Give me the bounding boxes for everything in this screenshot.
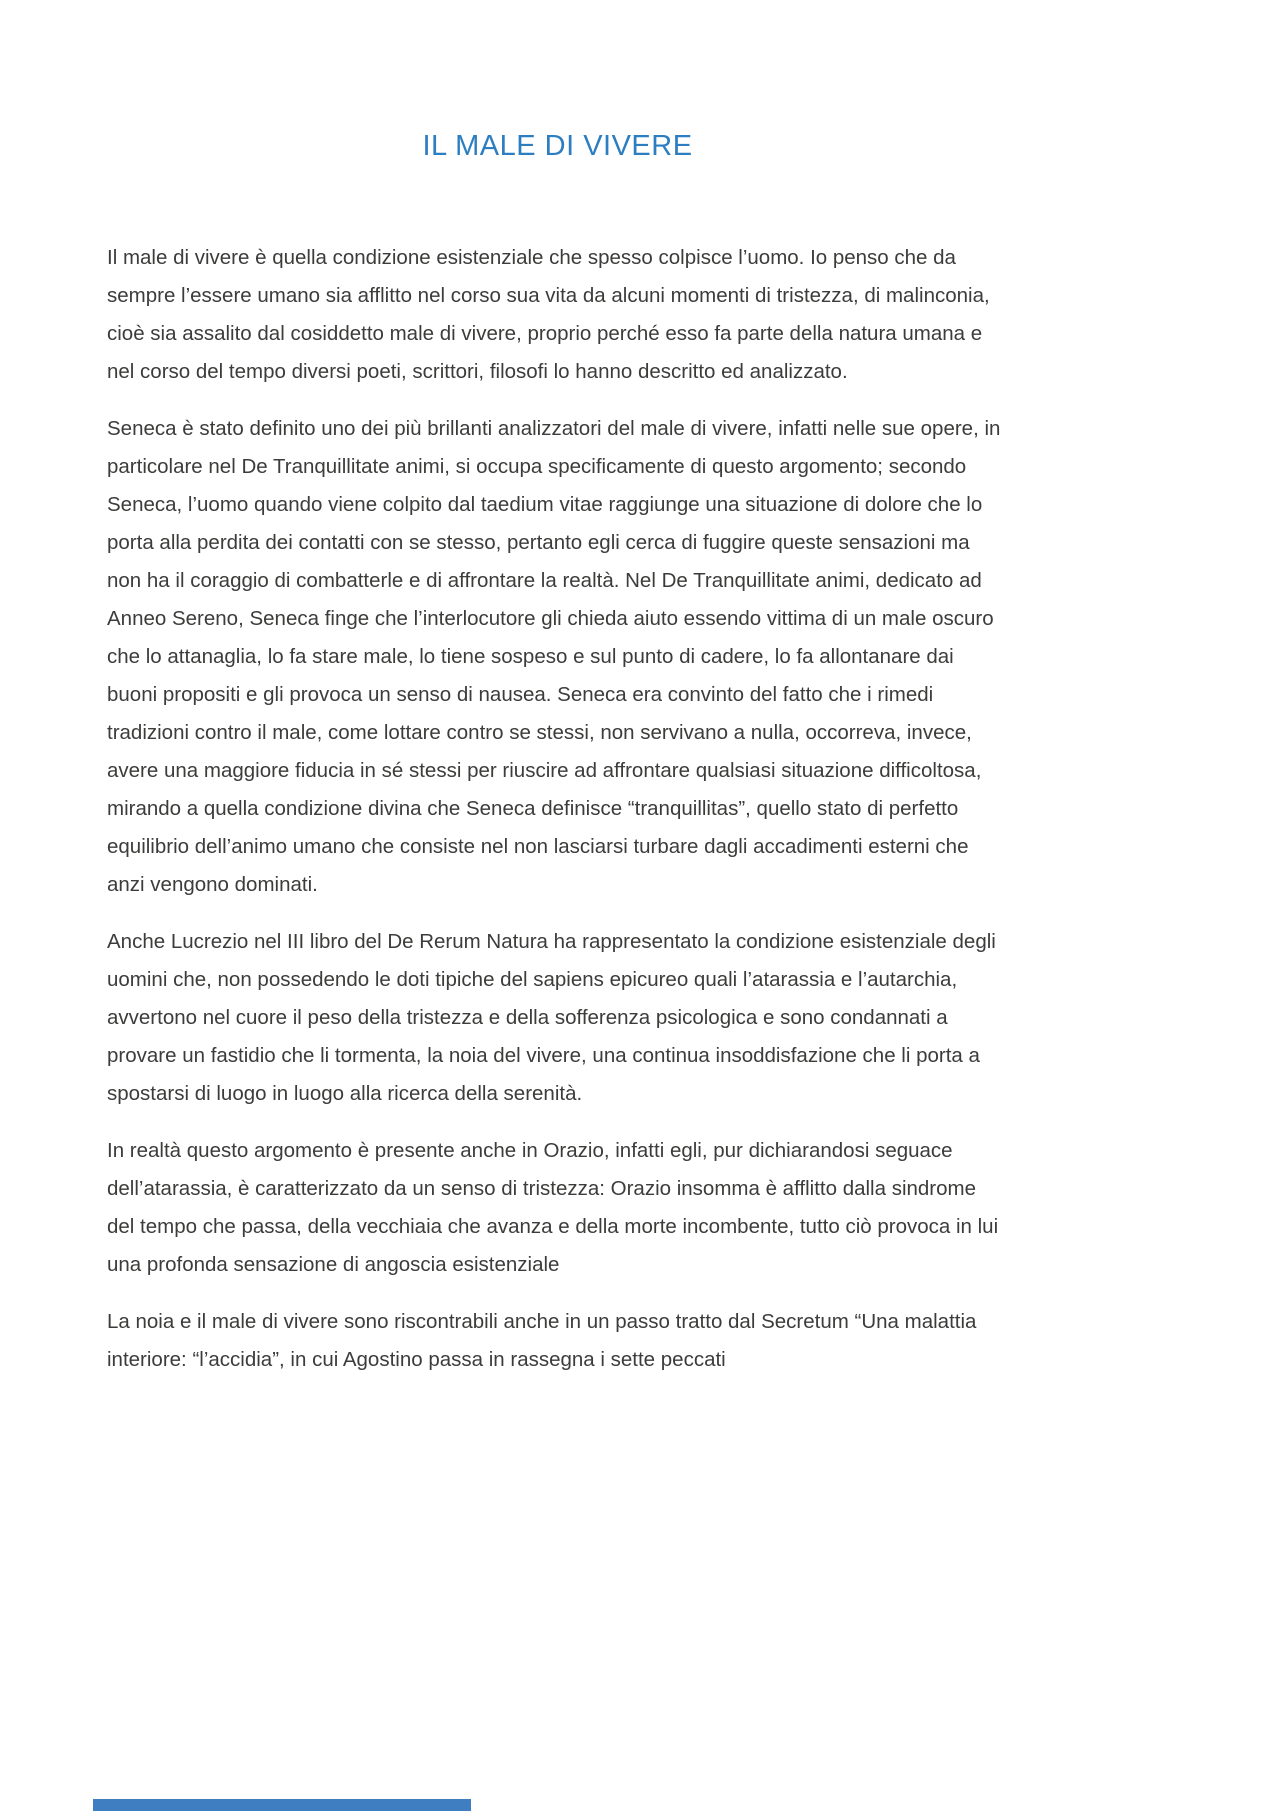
text-selection-highlight <box>93 1799 471 1811</box>
document-body <box>107 239 1008 1379</box>
page-title: IL MALE DI VIVERE <box>422 130 693 162</box>
paragraph: Il male di vivere è quella condizione esistenziale che spesso colpisce l’uomo. Io penso che da sempre l’essere umano sia afflitto nel corso sua vita da alcuni momenti di tristezza, di malinconia, cioè sia assalito dal cosiddetto male di vivere, proprio perché esso fa parte della natura umana e nel corso del tempo diversi poeti, scrittori, filosofi lo hanno descritto ed analizzato. <box>107 246 990 383</box>
paragraph: La noia e il male di vivere sono riscontrabili anche in un passo tratto dal Secretum “Una malattia interiore: “l’accidia”, in cui Agostino passa in rassegna i sette peccati <box>107 1310 977 1371</box>
paragraph: In realtà questo argomento è presente anche in Orazio, infatti egli, pur dichiarandosi seguace dell’atarassia, è caratterizzato da un senso di tristezza: Orazio insomma è afflitto dalla sindrome del tempo che passa, della vecchiaia che avanza e della morte incombente, tutto ciò provoca in lui una profonda sensazione di angoscia esistenziale <box>107 1139 999 1276</box>
document-page <box>107 0 1008 1398</box>
paragraph: Anche Lucrezio nel III libro del De Rerum Natura ha rappresentato la condizione esistenziale degli uomini che, non possedendo le doti tipiche del sapiens epicureo quali l’atarassia e l’autarchia, avvertono nel cuore il peso della tristezza e della sofferenza psicologica e sono condannati a provare un fastidio che li tormenta, la noia del vivere, una continua insoddisfazione che li porta a spostarsi di luogo in luogo alla ricerca della serenità. <box>107 930 996 1105</box>
paragraph: Seneca è stato definito uno dei più brillanti analizzatori del male di vivere, infatti nelle sue opere, in particolare nel De Tranquillitate animi, si occupa specificamente di questo argomento; secondo Seneca, l’uomo quando viene colpito dal taedium vitae raggiunge una situazione di dolore che lo porta alla perdita dei contatti con se stesso, pertanto egli cerca di fuggire queste sensazioni ma non ha il coraggio di combatterle e di affrontare la realtà. Nel De Tranquillitate animi, dedicato ad Anneo Sereno, Seneca finge che l’interlocutore gli chieda aiuto essendo vittima di un male oscuro che lo attanaglia, lo fa stare male, lo tiene sospeso e sul punto di cadere, lo fa allontanare dai buoni propositi e gli provoca un senso di nausea. Seneca era convinto del fatto che i rimedi tradizioni contro il male, come lottare contro se stessi, non servivano a nulla, occorreva, invece, avere una maggiore fiducia in sé stessi per riuscire ad affrontare qualsiasi situazione difficoltosa, mirando a quella condizione divina che Seneca definisce “tranquillitas”, quello stato di perfetto equilibrio dell’animo umano che consiste nel non lasciarsi turbare dagli accadimenti esterni che anzi vengono dominati. <box>107 417 1001 896</box>
